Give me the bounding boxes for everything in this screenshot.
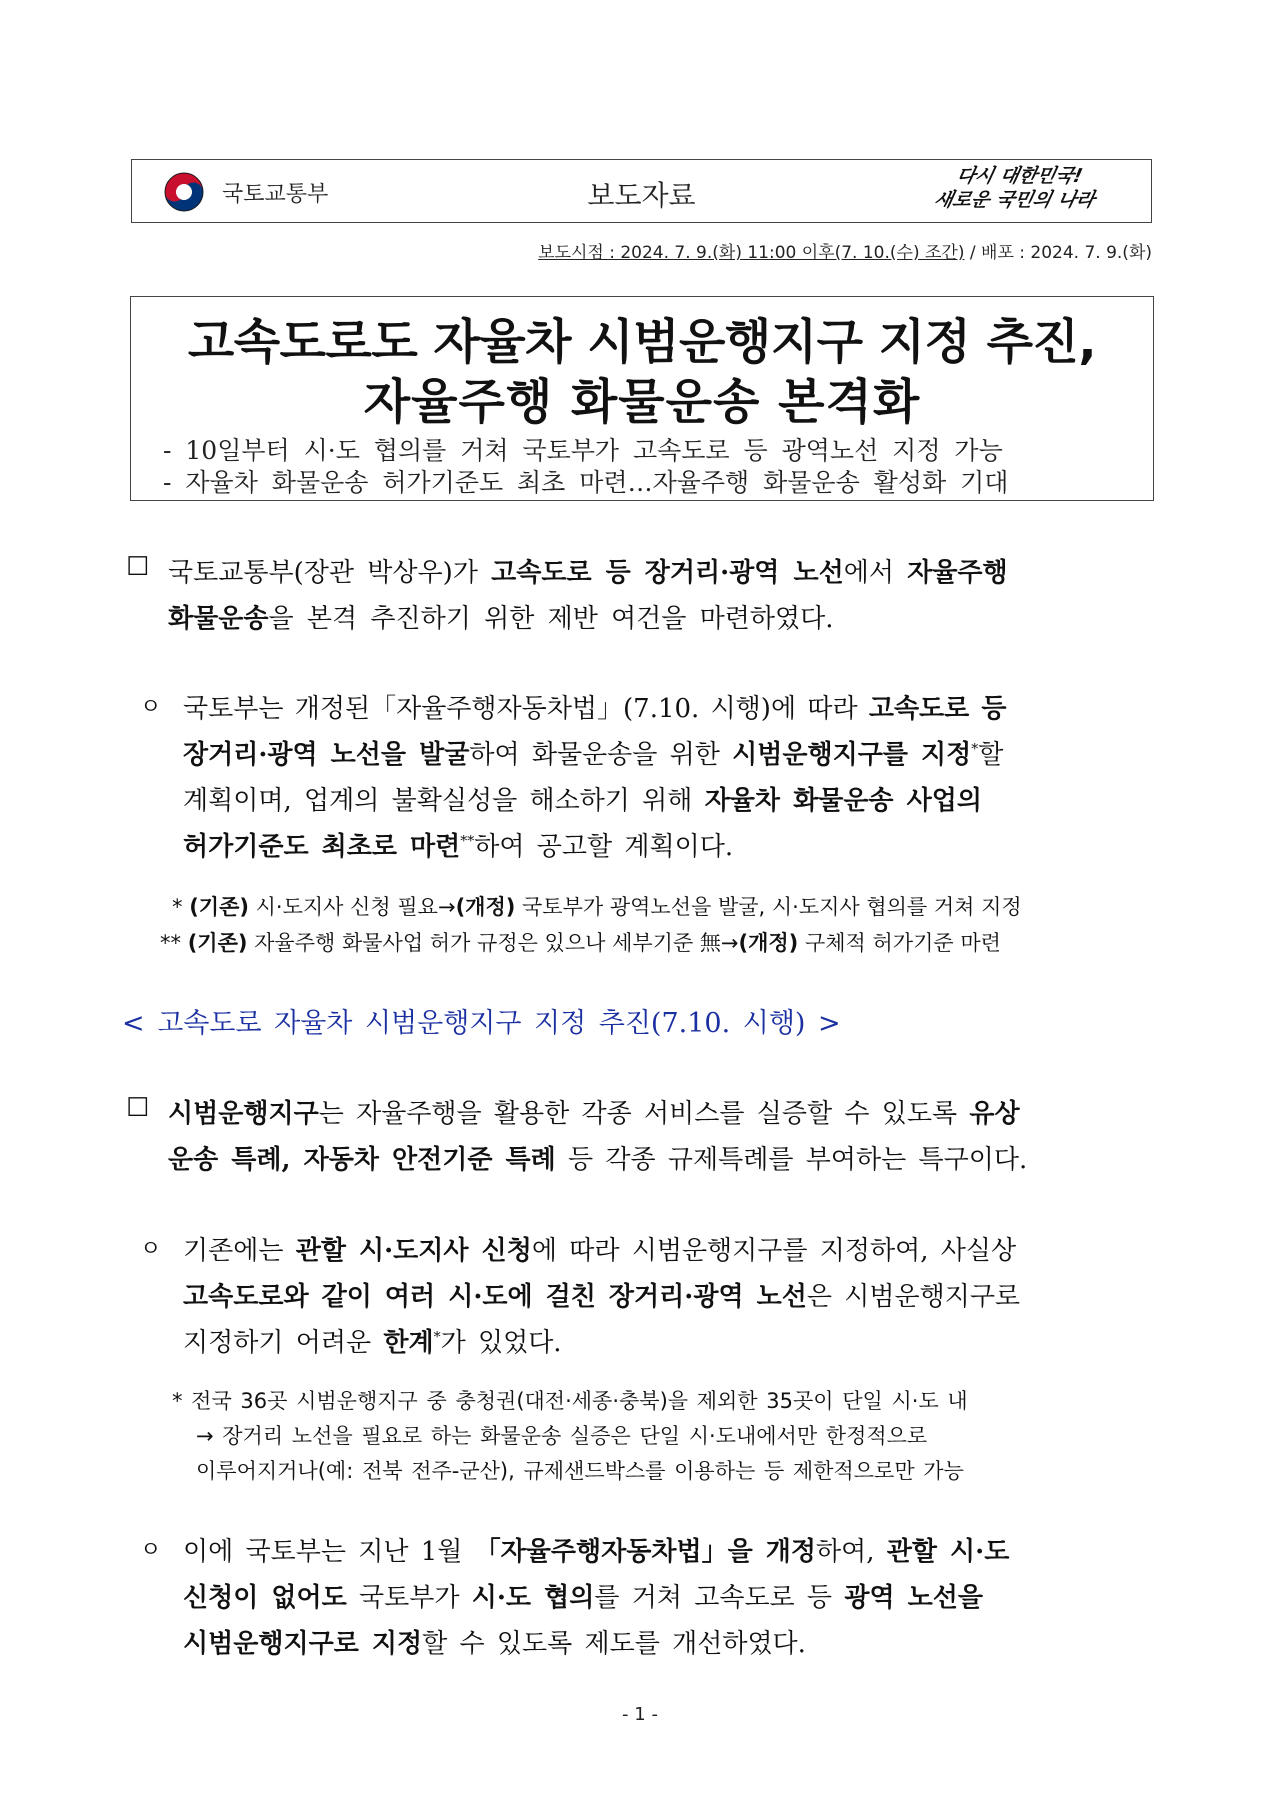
ministry-name: 국토교통부 <box>222 181 329 207</box>
text: 하여 공고할 계획이다. <box>474 832 734 862</box>
text: 를 거쳐 고속도로 등 <box>594 1583 845 1613</box>
emphasis: 자율차 화물운송 사업의 <box>704 786 982 816</box>
emphasis: 자율주행 <box>907 558 1008 588</box>
text: 가 있었다. <box>440 1328 562 1358</box>
text: 시·도지사 신청 필요→ <box>248 895 456 919</box>
header-box <box>131 159 1152 223</box>
text: * <box>172 895 190 919</box>
section-heading: < 고속도로 자율차 시범운행지구 지정 추진(7.10. 시행) > <box>122 1008 841 1039</box>
footnote-mark: ** <box>460 833 475 850</box>
text: ** <box>160 931 188 955</box>
paragraph-1-line-1 <box>168 552 1008 589</box>
emphasis: 신청이 없어도 <box>183 1583 347 1613</box>
emphasis: 운송 특례, 자동차 안전기준 특례 <box>168 1145 556 1175</box>
text: 국토교통부(장관 박상우)가 <box>168 558 492 588</box>
title-line-2: 자율주행 화물운송 본격화 <box>363 374 921 430</box>
footnote-1 <box>172 891 1022 921</box>
paragraph-4-line-1 <box>183 1230 1016 1267</box>
paragraph-5-line-1 <box>183 1531 1009 1568</box>
text: 계획이며, 업계의 불확실성을 해소하기 위해 <box>183 786 705 816</box>
text: 하여, <box>815 1537 887 1567</box>
text: 등 각종 규제특례를 부여하는 특구이다. <box>555 1145 1028 1175</box>
emphasis: 유상 <box>969 1099 1020 1129</box>
square-bullet: ☐ <box>126 1093 150 1123</box>
footnote-mark: * <box>433 1329 441 1346</box>
text: 기존에는 <box>183 1236 296 1266</box>
paragraph-1-line-2 <box>168 598 834 635</box>
emphasis: 장거리·광역 노선을 발굴 <box>183 740 470 770</box>
emphasis: 허가기준도 최초로 마련 <box>183 832 461 862</box>
emphasis: (개정) <box>455 895 516 919</box>
text: 이에 국토부는 지난 1월 <box>183 1537 475 1567</box>
paragraph-3-line-2 <box>168 1139 1027 1176</box>
emphasis: 광역 노선을 <box>844 1583 983 1613</box>
footnote-3-line-1: * 전국 36곳 시범운행지구 중 충청권(대전·세종·충북)을 제외한 35곳이 단일 시·도 내 <box>172 1389 968 1413</box>
embargo-time: 보도시점 : 2024. 7. 9.(화) 11:00 이후(7. 10.(수) 조간) <box>538 243 965 263</box>
paragraph-3-line-1 <box>168 1093 1020 1130</box>
text: 국토부가 광역노선을 발굴, 시·도지사 협의를 거쳐 지정 <box>515 895 1022 919</box>
emphasis: 한계 <box>383 1328 434 1358</box>
emphasis: (기존) <box>187 931 248 955</box>
emphasis: 시범운행지구로 지정 <box>183 1629 423 1659</box>
paragraph-5-line-2 <box>183 1577 983 1614</box>
page-number: - 1 - <box>622 1704 658 1725</box>
subtitle-2: - 자율차 화물운송 허가기준도 최초 마련…자율주행 화물운송 활성화 기대 <box>163 468 1009 497</box>
emphasis: 관할 시·도 <box>886 1537 1010 1567</box>
emphasis: 고속도로 등 <box>868 694 1007 724</box>
text: 는 자율주행을 활용한 각종 서비스를 실증할 수 있도록 <box>318 1099 970 1129</box>
text: 자율주행 화물사업 허가 규정은 있으나 세부기준 無→ <box>247 931 739 955</box>
text: 할 <box>978 740 1004 770</box>
square-bullet: ☐ <box>126 552 150 582</box>
emphasis: 고속도로와 같이 여러 시·도에 걸친 장거리·광역 노선 <box>183 1282 807 1312</box>
text: 국토부가 <box>346 1583 472 1613</box>
text: 에 따라 시범운행지구를 지정하여, 사실상 <box>531 1236 1017 1266</box>
footnote-3-line-2: → 장거리 노선을 필요로 하는 화물운송 실증은 단일 시·도내에서만 한정적으로 <box>196 1424 928 1448</box>
emphasis: 시·도 협의 <box>471 1583 595 1613</box>
paragraph-4-line-2 <box>183 1276 1020 1313</box>
footnote-3-line-3: 이루어지거나(예: 전북 전주-군산), 규제샌드박스를 이용하는 등 제한적으로만 가능 <box>196 1459 964 1483</box>
emphasis: 고속도로 등 장거리·광역 노선 <box>491 558 844 588</box>
emphasis: 「자율주행자동차법」을 개정 <box>474 1537 816 1567</box>
title-line-1: 고속도로도 자율차 시범운행지구 지정 추진, <box>187 314 1097 370</box>
circle-bullet: ㅇ <box>140 1538 162 1563</box>
text: 구체적 허가기준 마련 <box>798 931 1001 955</box>
emphasis: 시범운행지구 <box>168 1099 319 1129</box>
title-box <box>130 296 1154 501</box>
slogan-line-2: 새로운 국민의 나라 <box>932 189 1097 211</box>
text: 은 시범운행지구로 <box>806 1282 1021 1312</box>
paragraph-2-line-3 <box>183 780 982 817</box>
emphasis: 시범운행지구를 지정 <box>732 740 972 770</box>
text: 에서 <box>843 558 908 588</box>
circle-bullet: ㅇ <box>140 695 162 720</box>
subtitle-1: - 10일부터 시·도 협의를 거쳐 국토부가 고속도로 등 광역노선 지정 가능 <box>163 436 1003 465</box>
footnote-2 <box>160 927 1001 957</box>
text: 국토부는 개정된「자율주행자동차법」(7.10. 시행)에 따라 <box>183 694 869 724</box>
release-info <box>538 238 1152 263</box>
emphasis: 관할 시·도지사 신청 <box>295 1236 532 1266</box>
paragraph-5-line-3 <box>183 1623 806 1660</box>
circle-bullet: ㅇ <box>140 1237 162 1262</box>
doc-type: 보도자료 <box>587 179 696 212</box>
emphasis: (개정) <box>738 931 799 955</box>
paragraph-2-line-2 <box>183 734 1003 771</box>
text: 하여 화물운송을 위한 <box>469 740 733 770</box>
slogan <box>892 164 1142 212</box>
emphasis: (기존) <box>189 895 249 919</box>
text: 을 본격 추진하기 위한 제반 여건을 마련하였다. <box>268 604 834 634</box>
text: 지정하기 어려운 <box>183 1328 384 1358</box>
paragraph-2-line-1 <box>183 688 1006 725</box>
slogan-line-1: 다시 대한민국! <box>954 165 1085 187</box>
release-separator: / <box>964 243 982 263</box>
paragraph-2-line-4 <box>183 826 733 863</box>
distribution-date: 배포 : 2024. 7. 9.(화) <box>981 243 1152 263</box>
text: 할 수 있도록 제도를 개선하였다. <box>422 1629 806 1659</box>
paragraph-4-line-3 <box>183 1322 562 1359</box>
footnote-mark: * <box>971 741 979 758</box>
emphasis: 화물운송 <box>168 604 269 634</box>
